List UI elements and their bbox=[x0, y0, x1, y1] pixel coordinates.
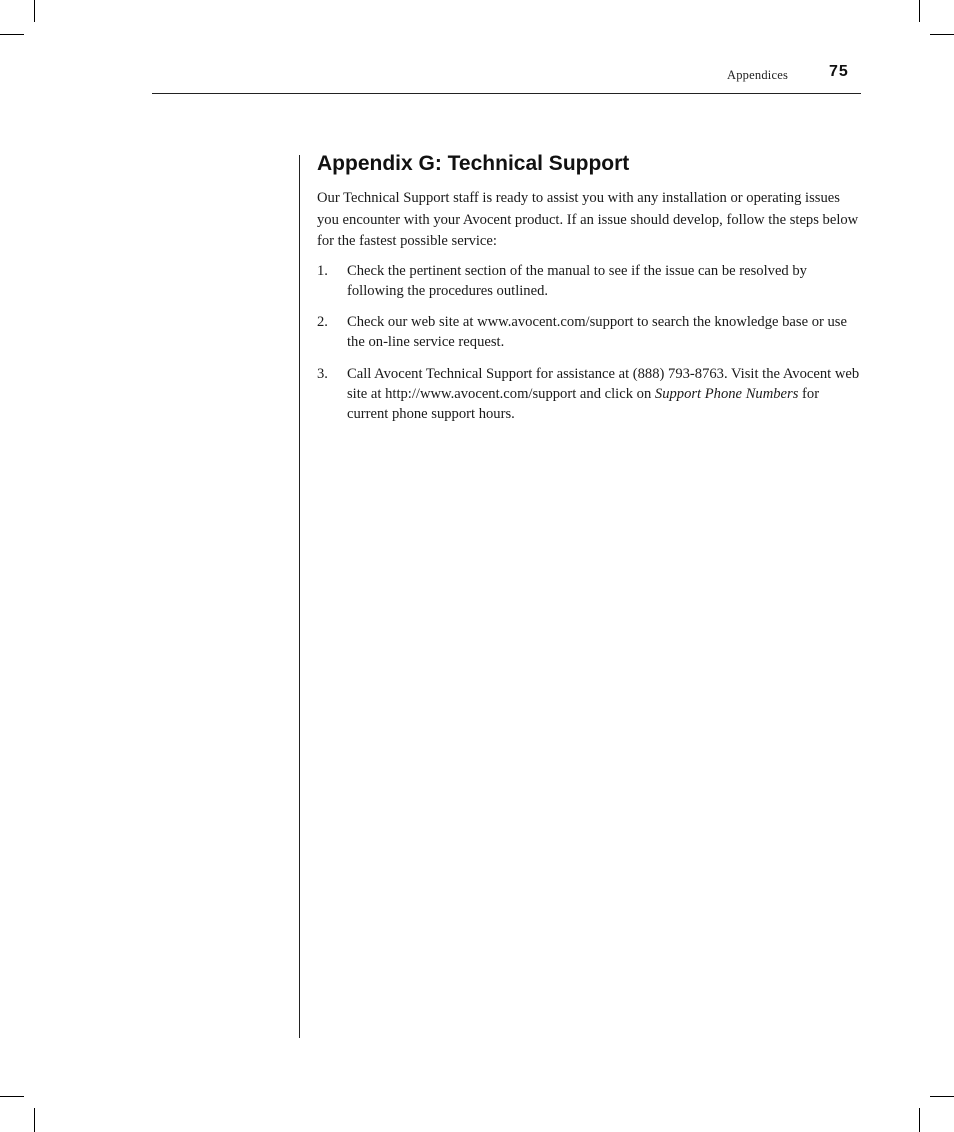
list-item bbox=[317, 364, 861, 424]
list-item bbox=[317, 261, 861, 301]
step-number: 2. bbox=[317, 314, 328, 330]
support-phone-numbers-emphasis: Support Phone Numbers bbox=[654, 385, 799, 402]
step-text-before: Call Avocent Technical Support for assistance at (888) 793-8763. Visit the Avocent web site at http://www.avocent.com/support and click on bbox=[347, 365, 860, 402]
crop-mark-bottom-left-vertical bbox=[34, 1108, 35, 1132]
support-steps-list bbox=[317, 261, 861, 424]
crop-mark-top-right-horizontal bbox=[930, 34, 954, 35]
crop-mark-top-right-vertical bbox=[919, 0, 920, 22]
margin-rule bbox=[299, 155, 300, 1038]
crop-mark-bottom-right-horizontal bbox=[930, 1096, 954, 1097]
running-header-section: Appendices bbox=[727, 68, 789, 82]
step-number: 3. bbox=[317, 365, 328, 382]
step-text-after: for current phone support hours. bbox=[347, 385, 820, 422]
intro-paragraph: Our Technical Support staff is ready to assist you with any installation or operating issues you encounter with your Avocent product. If an issue should develop, follow the steps below for the fastest possible service: bbox=[317, 190, 859, 249]
step-number: 1. bbox=[317, 262, 328, 279]
step-text: Check the pertinent section of the manual to see if the issue can be resolved by following the procedures outlined. bbox=[347, 262, 807, 299]
crop-mark-top-left-vertical bbox=[34, 0, 35, 22]
step-text: Check our web site at www.avocent.com/support to search the knowledge base or use the on-line service request. bbox=[347, 314, 847, 350]
page-number: 75 bbox=[829, 63, 849, 80]
main-content bbox=[317, 150, 861, 435]
crop-mark-bottom-left-horizontal bbox=[0, 1096, 24, 1097]
crop-mark-top-left-horizontal bbox=[0, 34, 24, 35]
list-item bbox=[317, 312, 861, 352]
crop-mark-bottom-right-vertical bbox=[919, 1108, 920, 1132]
step-text bbox=[347, 366, 859, 422]
page-title: Appendix G: Technical Support bbox=[317, 152, 630, 175]
header-rule bbox=[152, 93, 861, 94]
